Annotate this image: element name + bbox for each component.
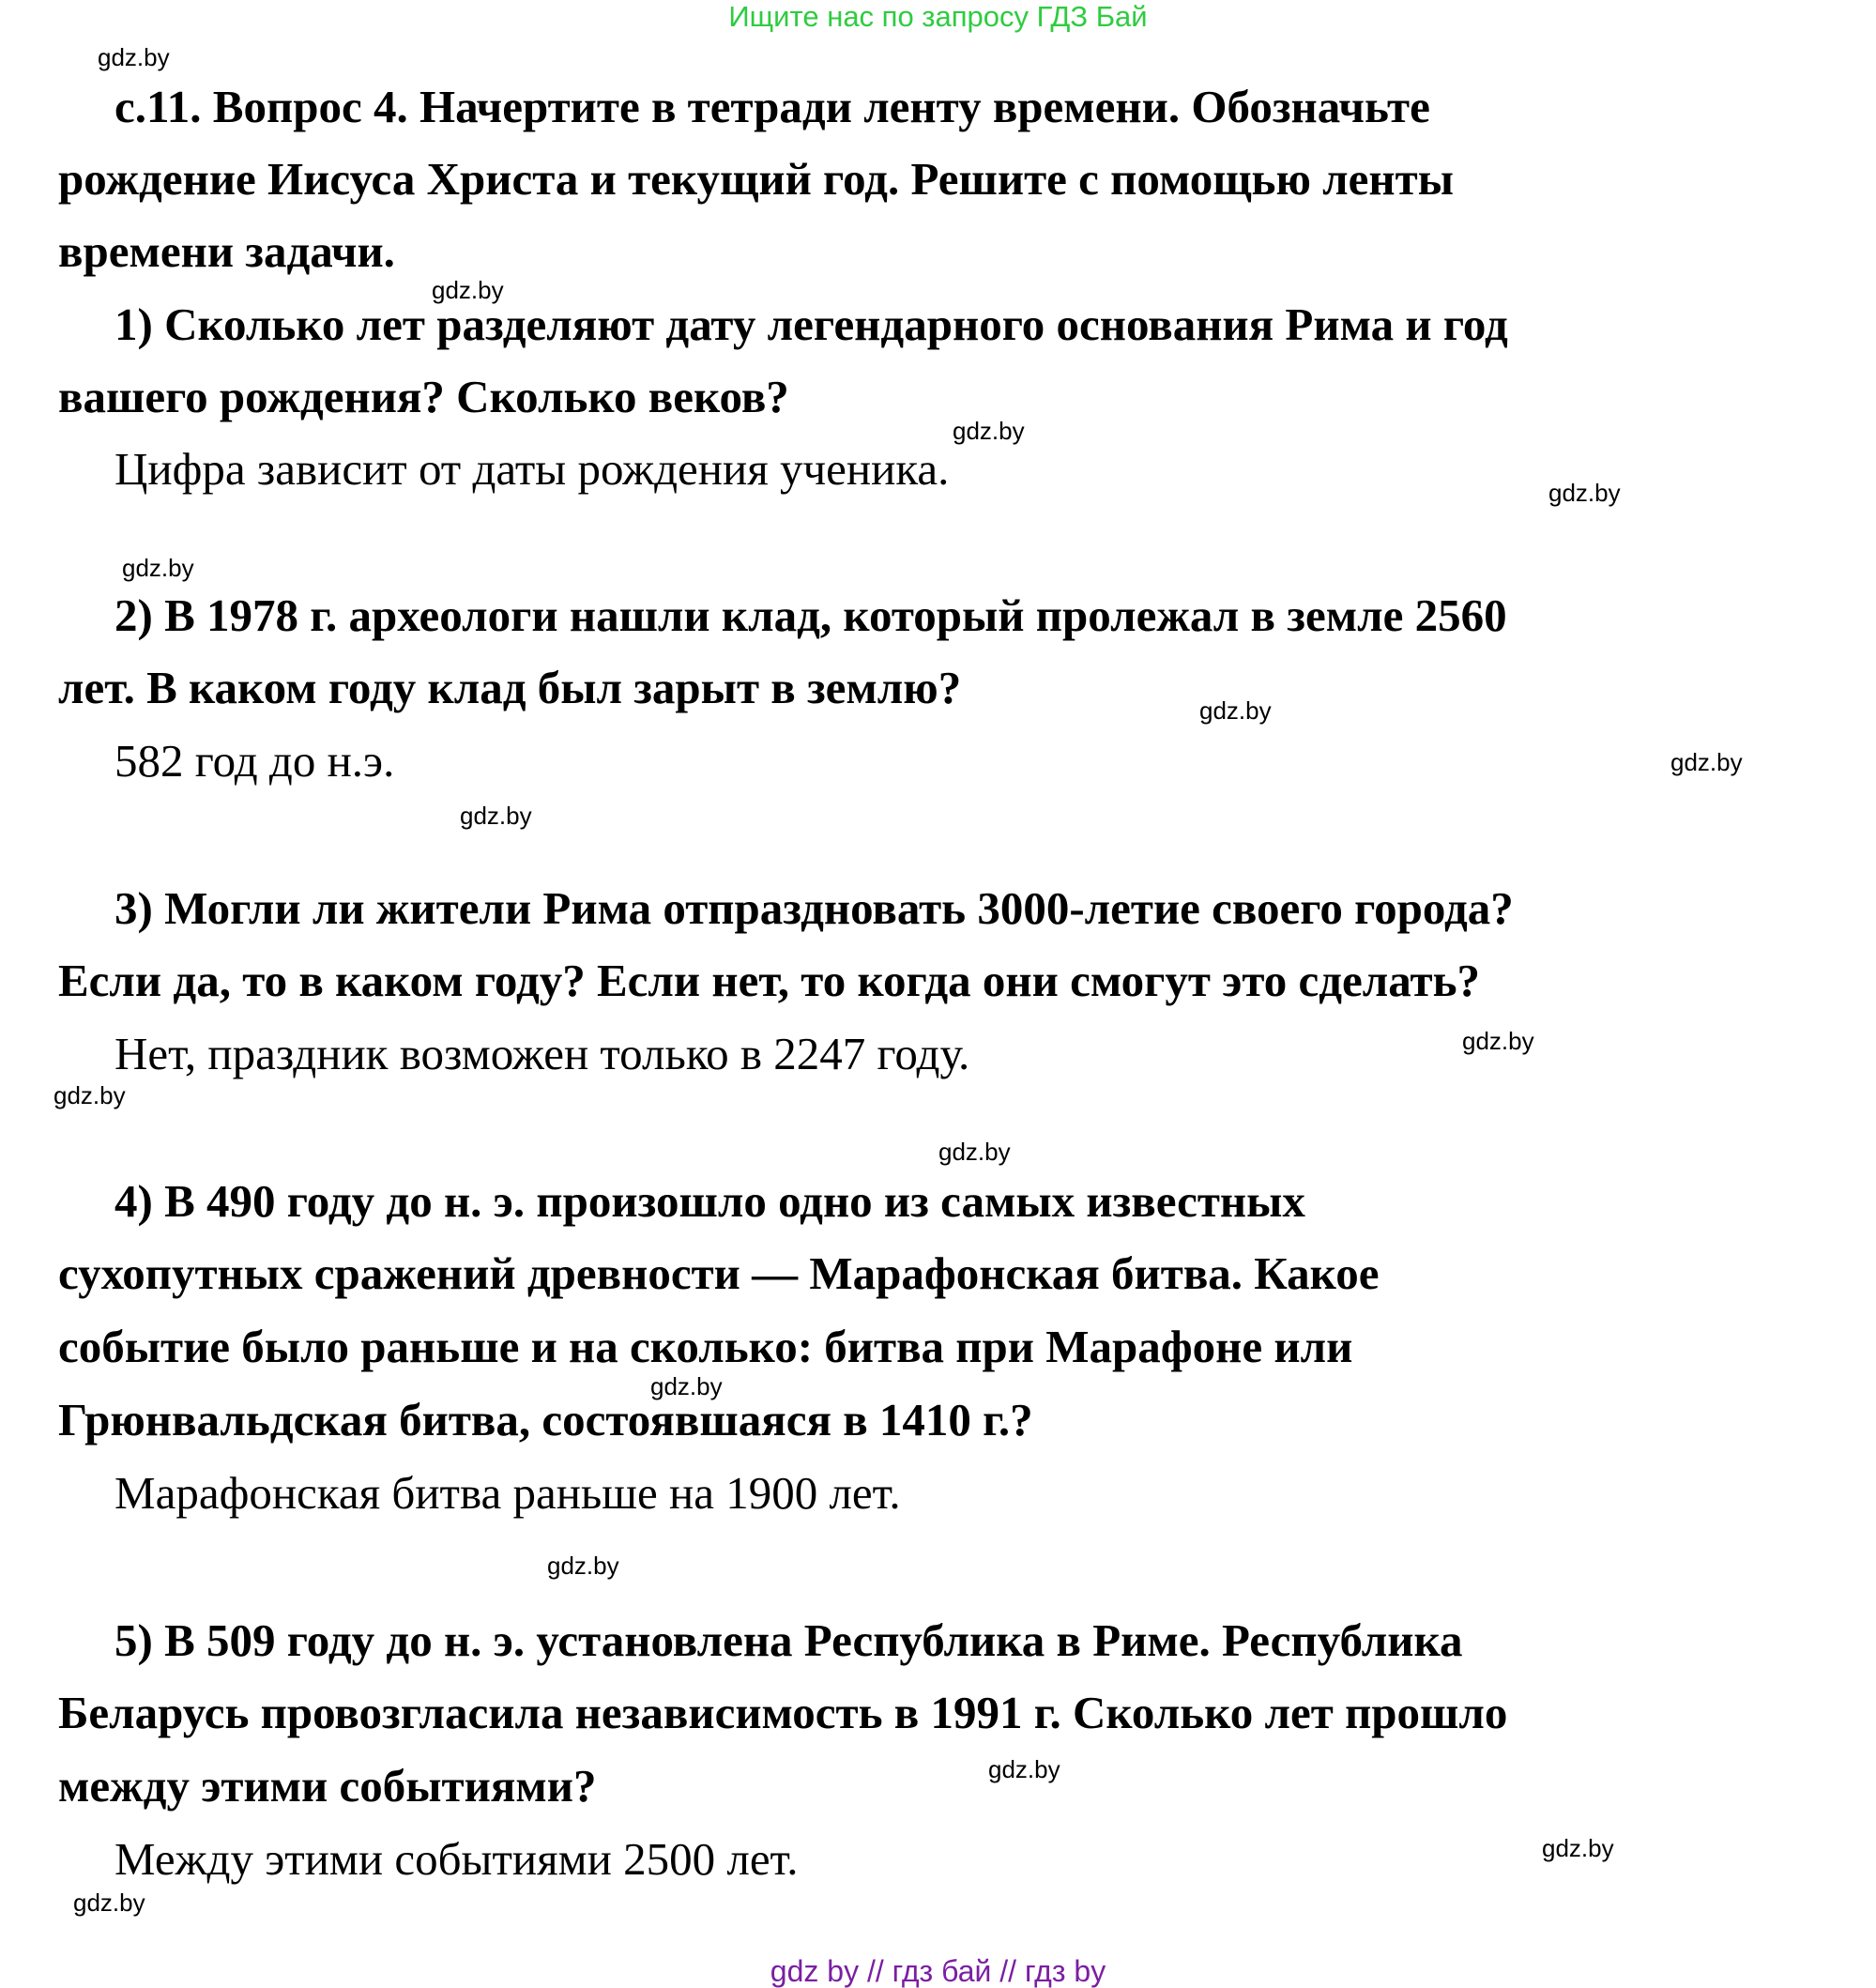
task-4-question: 4) В 490 году до н. э. произошло одно из самых известных bbox=[114, 1175, 1305, 1227]
intro-line: времени задачи. bbox=[58, 225, 395, 277]
watermark: gdz.by bbox=[73, 1889, 145, 1917]
watermark: gdz.by bbox=[547, 1552, 619, 1580]
footer-text: gdz by // гдз бай // гдз by bbox=[770, 1954, 1106, 1988]
intro-line: рождение Иисуса Христа и текущий год. Решите с помощью ленты bbox=[58, 153, 1454, 205]
task-4-question: Грюнвальдская битва, состоявшаяся в 1410 г.? bbox=[58, 1394, 1033, 1445]
watermark: gdz.by bbox=[53, 1081, 126, 1109]
task-5-question: между этими событиями? bbox=[58, 1760, 597, 1812]
task-4-question: сухопутных сражений древности — Марафонская битва. Какое bbox=[58, 1247, 1380, 1299]
task-3-question: Если да, то в каком году? Если нет, то когда они смогут это сделать? bbox=[58, 955, 1480, 1006]
task-5-answer: Между этими событиями 2500 лет. bbox=[114, 1833, 799, 1885]
watermark: gdz.by bbox=[953, 417, 1025, 445]
task-3-question: 3) Могли ли жители Рима отпраздновать 3000-летие своего города? bbox=[114, 882, 1514, 934]
task-1-question: 1) Сколько лет разделяют дату легендарного основания Рима и год bbox=[114, 298, 1508, 350]
watermark: gdz.by bbox=[432, 276, 504, 304]
task-5-question: Беларусь провозгласила независимость в 1991 г. Сколько лет прошло bbox=[58, 1687, 1508, 1738]
task-4-answer: Марафонская битва раньше на 1900 лет. bbox=[114, 1467, 901, 1519]
task-3-answer: Нет, праздник возможен только в 2247 году. bbox=[114, 1028, 970, 1079]
task-5-question: 5) В 509 году до н. э. установлена Республика в Риме. Республика bbox=[114, 1614, 1463, 1666]
watermark: gdz.by bbox=[1199, 696, 1272, 725]
intro-line: с.11. Вопрос 4. Начертите в тетради ленту времени. Обозначьте bbox=[114, 81, 1430, 132]
watermark: gdz.by bbox=[988, 1755, 1060, 1783]
banner-text[interactable]: Ищите нас по запросу ГДЗ Бай bbox=[728, 0, 1148, 33]
task-2-answer: 582 год до н.э. bbox=[114, 735, 395, 787]
task-1-question: вашего рождения? Сколько веков? bbox=[58, 371, 789, 422]
watermark: gdz.by bbox=[1542, 1834, 1614, 1862]
watermark: gdz.by bbox=[460, 802, 532, 830]
watermark: gdz.by bbox=[938, 1138, 1011, 1166]
watermark: gdz.by bbox=[98, 43, 170, 71]
watermark: gdz.by bbox=[650, 1372, 723, 1400]
task-2-question: 2) В 1978 г. археологи нашли клад, который пролежал в земле 2560 bbox=[114, 589, 1507, 641]
watermark: gdz.by bbox=[1548, 479, 1621, 507]
watermark: gdz.by bbox=[1670, 748, 1743, 776]
task-4-question: событие было раньше и на сколько: битва при Марафоне или bbox=[58, 1321, 1353, 1372]
task-1-answer: Цифра зависит от даты рождения ученика. bbox=[114, 443, 950, 495]
task-2-question: лет. В каком году клад был зарыт в землю? bbox=[58, 662, 962, 713]
watermark: gdz.by bbox=[122, 554, 194, 582]
watermark: gdz.by bbox=[1462, 1027, 1534, 1055]
